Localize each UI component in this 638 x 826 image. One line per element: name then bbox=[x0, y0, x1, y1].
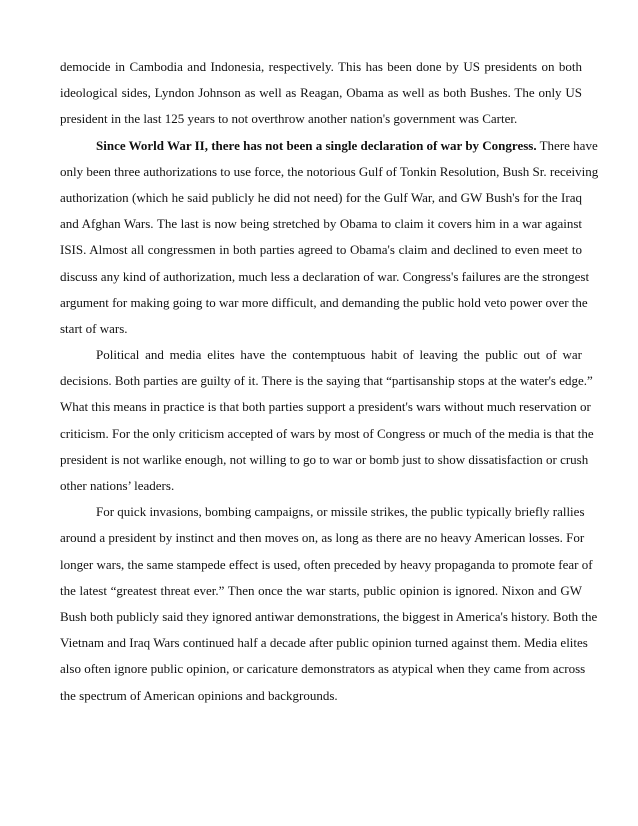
text-line: Vietnam and Iraq Wars continued half a decade after public opinion turned against them. Media elites bbox=[60, 635, 588, 651]
paragraph-3 bbox=[60, 342, 594, 499]
bold-sentence: Since World War II, there has not been a single declaration of war by Congress. bbox=[96, 137, 537, 153]
text-line: For quick invasions, bombing campaigns, or missile strikes, the public typically briefly rallies bbox=[96, 504, 585, 520]
text-line: start of wars. bbox=[60, 320, 128, 336]
text-line: ideological sides, Lyndon Johnson as well as Reagan, Obama as well as both Bushes. The only US bbox=[60, 85, 582, 101]
text-line: also often ignore public opinion, or caricature demonstrators as atypical when they came from across bbox=[60, 661, 586, 677]
text-line: argument for making going to war more difficult, and demanding the public hold veto power over the bbox=[60, 294, 588, 310]
text-line: Bush both publicly said they ignored antiwar demonstrations, the biggest in America's history. Both the bbox=[60, 608, 598, 624]
text-line: and Afghan Wars. The last is now being stretched by Obama to claim it covers him in a war against bbox=[60, 216, 582, 232]
text-line: president in the last 125 years to not overthrow another nation's government was Carter. bbox=[60, 111, 518, 127]
text-line: discuss any kind of authorization, much less a declaration of war. Congress's failures are the strongest bbox=[60, 268, 590, 284]
text-line: the latest “greatest threat ever.” Then once the war starts, public opinion is ignored. Nixon and GW bbox=[60, 582, 582, 598]
text-line: around a president by instinct and then moves on, as long as there are no heavy American losses. For bbox=[60, 530, 585, 546]
text-line: other nations’ leaders. bbox=[60, 478, 175, 493]
paragraph-4 bbox=[60, 499, 598, 709]
text-line: president is not warlike enough, not willing to go to war or bomb just to show dissatisfaction or crush bbox=[60, 451, 589, 467]
text-line: the spectrum of American opinions and backgrounds. bbox=[60, 687, 338, 703]
text-line: authorization (which he said publicly he did not need) for the Gulf War, and GW Bush's for the Iraq bbox=[60, 189, 582, 205]
text-line bbox=[60, 133, 598, 159]
text-line: decisions. Both parties are guilty of it. There is the saying that “partisanship stops at the water's edge.” bbox=[60, 373, 593, 389]
text-line: only been three authorizations to use force, the notorious Gulf of Tonkin Resolution, Bush Sr. receiving bbox=[60, 163, 599, 179]
text-line: longer wars, the same stampede effect is used, often preceded by heavy propaganda to promote fear of bbox=[60, 556, 593, 572]
paragraph-2 bbox=[60, 133, 599, 343]
text-line: Political and media elites have the contemptuous habit of leaving the public out of war bbox=[96, 347, 582, 363]
text-span: There have bbox=[536, 137, 598, 153]
document-body bbox=[60, 54, 599, 709]
paragraph-1 bbox=[60, 54, 582, 133]
text-line: What this means in practice is that both parties support a president's wars without much reservation or bbox=[60, 399, 591, 415]
text-line: democide in Cambodia and Indonesia, respectively. This has been done by US presidents on both bbox=[60, 59, 582, 74]
text-line: ISIS. Almost all congressmen in both parties agreed to Obama's claim and declined to even meet to bbox=[60, 242, 582, 258]
text-line: criticism. For the only criticism accepted of wars by most of Congress or much of the media is that the bbox=[60, 425, 594, 441]
